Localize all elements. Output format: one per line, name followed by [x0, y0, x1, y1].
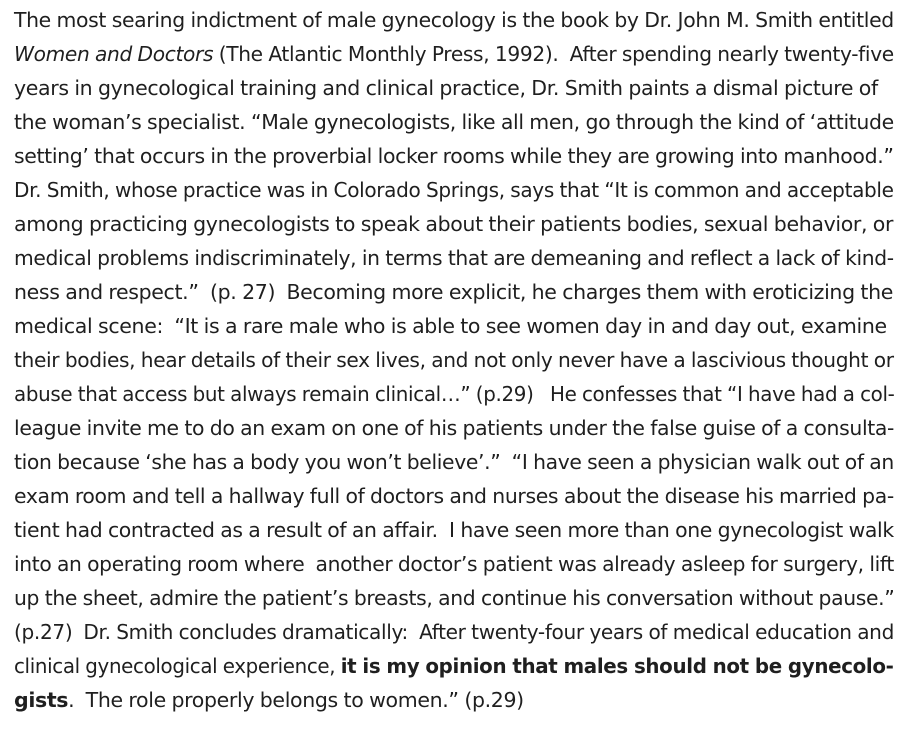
text-line [14, 275, 894, 309]
bold-opinion-text: it is my opinion that males should not be gynecolo- [340, 654, 894, 678]
text-run: . The role properly belongs to women.” (p.29) [68, 688, 524, 712]
text-line [14, 105, 894, 139]
text-line [14, 615, 894, 649]
book-title: Women and Doctors [14, 42, 214, 66]
text-run: tient had contracted as a result of an affair. I have seen more than one gynecologist walk [14, 518, 894, 542]
text-line [14, 649, 894, 683]
text-line [14, 207, 894, 241]
text-run: abuse that access but always remain clinical…” (p.29) He confesses that “I have had a col- [14, 382, 895, 406]
text-line [14, 445, 894, 479]
text-line [14, 3, 894, 37]
text-line [14, 513, 894, 547]
text-line [14, 309, 894, 343]
text-line [14, 71, 894, 105]
text-line [14, 479, 894, 513]
text-line [14, 377, 895, 411]
text-line [14, 547, 894, 581]
text-run: (p.27) Dr. Smith concludes dramatically: After twenty-four years of medical education and [14, 620, 894, 644]
text-run: years in gynecological training and clinical practice, Dr. Smith paints a dismal picture of [14, 76, 878, 100]
document-passage [14, 3, 894, 717]
text-run: into an operating room where another doctor’s patient was already asleep for surgery, lift [14, 552, 894, 576]
text-run: medical scene: “It is a rare male who is able to see women day in and day out, examine [14, 314, 887, 338]
text-line [14, 411, 895, 445]
text-run: The most searing indictment of male gynecology is the book by Dr. John M. Smith entitled [14, 8, 894, 32]
text-run: Dr. Smith, whose practice was in Colorado Springs, says that “It is common and acceptable [14, 178, 894, 202]
text-line [14, 581, 895, 615]
text-run: up the sheet, admire the patient’s breasts, and continue his conversation without pause.” [14, 586, 895, 610]
text-line [14, 173, 894, 207]
bold-opinion-text: gists [14, 688, 69, 712]
text-run: tion because ‘she has a body you won’t believe’.” “I have seen a physician walk out of an [14, 450, 894, 474]
text-line [14, 241, 894, 275]
text-run: exam room and tell a hallway full of doctors and nurses about the disease his married pa- [14, 484, 894, 508]
text-line [14, 343, 894, 377]
text-run: medical problems indiscriminately, in terms that are demeaning and reflect a lack of kind- [14, 246, 894, 270]
text-run: the woman’s specialist. “Male gynecologists, like all men, go through the kind of ‘attitude [14, 110, 894, 134]
text-run: among practicing gynecologists to speak about their patients bodies, sexual behavior, or [14, 212, 894, 236]
text-run: ness and respect.” (p. 27) Becoming more explicit, he charges them with eroticizing the [14, 280, 893, 304]
text-line [14, 139, 894, 173]
text-run: league invite me to do an exam on one of his patients under the false guise of a consulta- [14, 416, 895, 440]
text-run: setting’ that occurs in the proverbial locker rooms while they are growing into manhood.” [14, 144, 894, 168]
text-line [14, 37, 894, 71]
text-run: (The Atlantic Monthly Press, 1992). After spending nearly twenty-five [213, 42, 894, 66]
text-line [14, 683, 894, 717]
text-run: their bodies, hear details of their sex lives, and not only never have a lascivious thought or [14, 348, 894, 372]
text-run: clinical gynecological experience, [14, 654, 341, 678]
